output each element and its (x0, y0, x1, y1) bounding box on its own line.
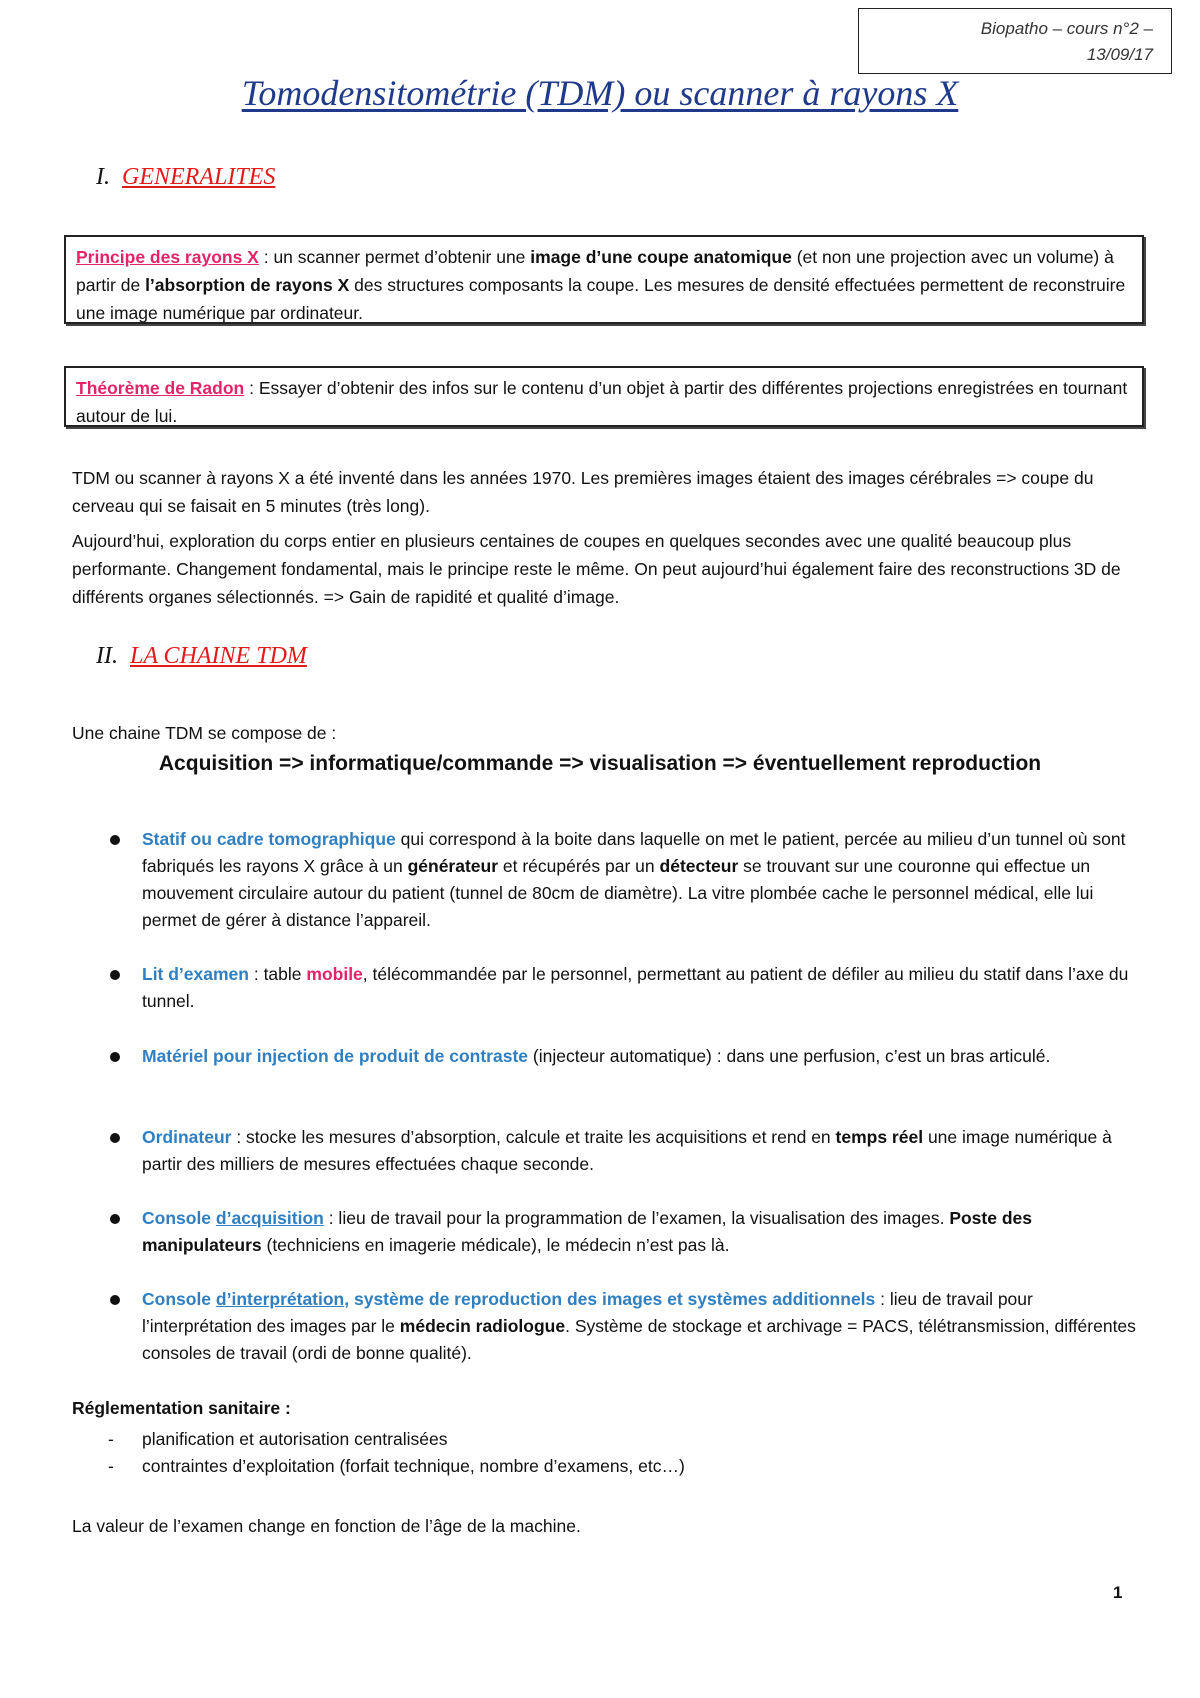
console-acq-text-1: : lieu de travail pour la programmation de l’examen, la visualisation des images. (323, 1208, 950, 1228)
statif-bold-2: détecteur (659, 856, 739, 876)
radon-box (64, 366, 1144, 427)
bullet-icon (110, 1214, 120, 1224)
principle-text-3: des structures composants la coupe. Les mesures de densité effectuées permettent de reconstruire une image numérique par ordinateur. (76, 275, 1126, 323)
dash-marker: - (108, 1456, 114, 1476)
console-int-text-1: : lieu de travail pour l’interprétation des images par le (142, 1289, 1033, 1336)
bullet-console-interpretation (142, 1286, 1142, 1367)
chain-formula: Acquisition => informatique/commande => visualisation => éventuellement reproduction (158, 752, 1042, 775)
lit-text-2: , télécommandée par le personnel, permettant au patient de défiler au milieu du statif dans l’axe du tunnel. (142, 964, 1129, 1011)
closing-paragraph: La valeur de l’examen change en fonction de l’âge de la machine. (72, 1516, 581, 1536)
materiel-label: Matériel pour injection de produit de contraste (142, 1046, 529, 1066)
reglementation-item: planification et autorisation centralisées (142, 1429, 448, 1449)
bullet-ordinateur (142, 1124, 1142, 1178)
ordinateur-text-2: une image numérique à partir des milliers de mesures effectuées chaque seconde. (142, 1127, 1112, 1174)
console-int-bold: médecin radiologue (399, 1316, 566, 1336)
page-title: Tomodensitométrie (TDM) ou scanner à rayons X (241, 73, 959, 113)
ordinateur-label: Ordinateur (142, 1127, 232, 1147)
header-box (858, 8, 1172, 74)
statif-text-3: se trouvant sur une couronne qui effectue un mouvement circulaire autour du patient (tunnel de 80cm de diamètre). La vitre plombée cache le personnel médical, elle lui permet de gérer à distance l’appareil. (142, 856, 1094, 930)
console-int-label-1: Console (142, 1289, 216, 1309)
radon-text: : Essayer d’obtenir des infos sur le contenu d’un objet à partir des différentes projections enregistrées en tournant autour de lui. (76, 378, 1128, 426)
header-course: Biopatho – cours n°2 – (980, 19, 1153, 38)
bullet-icon (110, 1295, 120, 1305)
lit-mobile: mobile (306, 964, 363, 984)
section-1-number: I. (96, 164, 110, 190)
section-2-title: LA CHAINE TDM (129, 643, 307, 669)
ordinateur-text-1: : stocke les mesures d’absorption, calcule et traite les acquisitions et rend en (231, 1127, 836, 1147)
principle-bold-2: l’absorption de rayons X (145, 275, 350, 295)
materiel-text: (injecteur automatique) : dans une perfusion, c’est un bras articulé. (528, 1046, 1051, 1066)
principle-box (64, 235, 1144, 324)
bullet-statif (142, 826, 1142, 934)
principle-bold-1: image d’une coupe anatomique (530, 247, 792, 267)
page-number: 1 (1113, 1583, 1123, 1602)
bullet-materiel (142, 1043, 1142, 1070)
history-paragraph: TDM ou scanner à rayons X a été inventé dans les années 1970. Les premières images étaient des images cérébrales => coupe du cerveau qui se faisait en 5 minutes (très long). (72, 468, 1094, 516)
principle-text-2: (et non une projection avec un volume) à partir de (76, 247, 1114, 295)
console-acq-label-1: Console (142, 1208, 216, 1228)
bullet-icon (110, 970, 120, 980)
section-2-number: II. (96, 643, 118, 669)
lit-text-1: : table (248, 964, 307, 984)
section-2-heading (96, 643, 307, 670)
reglementation-heading: Réglementation sanitaire : (72, 1398, 291, 1418)
statif-text-1: qui correspond à la boite dans laquelle on met le patient, percée au milieu d’un tunnel où sont fabriqués les rayons X grâce à un (142, 829, 1126, 876)
reglementation-item: contraintes d’exploitation (forfait technique, nombre d’examens, etc…) (142, 1456, 685, 1476)
principle-label: Principe des rayons X (76, 247, 259, 267)
section-1-heading (96, 164, 275, 191)
console-int-label-3: , système de reproduction des images et systèmes additionnels (344, 1289, 876, 1309)
statif-bold-1: générateur (407, 856, 499, 876)
console-acq-text-2: (techniciens en imagerie médicale), le médecin n’est pas là. (261, 1235, 730, 1255)
ordinateur-bold: temps réel (835, 1127, 924, 1147)
header-date: 13/09/17 (1086, 45, 1153, 64)
console-int-text-2: . Système de stockage et archivage = PACS, télétransmission, différentes consoles de travail (ordi de bonne qualité). (142, 1316, 1136, 1363)
bullet-lit (142, 961, 1142, 1015)
dash-marker: - (108, 1429, 114, 1449)
chain-intro: Une chaine TDM se compose de : (72, 723, 337, 743)
statif-text-2: et récupérés par un (498, 856, 660, 876)
today-paragraph: Aujourd’hui, exploration du corps entier en plusieurs centaines de coupes en quelques secondes avec une qualité beaucoup plus performante. Changement fondamental, mais le principe reste le même. On peut aujourd’hui également faire des reconstructions 3D de différents organes sélectionnés. => Gain de rapidité et qualité d’image. (72, 531, 1121, 607)
bullet-icon (110, 1052, 120, 1062)
radon-label: Théorème de Radon (76, 378, 245, 398)
console-acq-label-2: d’acquisition (215, 1208, 324, 1228)
bullet-console-acquisition (142, 1205, 1142, 1259)
statif-label: Statif ou cadre tomographique (142, 829, 396, 849)
console-int-label-2: d’interprétation (215, 1289, 345, 1309)
section-1-title: GENERALITES (122, 164, 276, 190)
principle-text-1: : un scanner permet d’obtenir une (258, 247, 531, 267)
console-acq-bold: Poste des manipulateurs (142, 1208, 1032, 1255)
bullet-icon (110, 1133, 120, 1143)
bullet-icon (110, 835, 120, 845)
lit-label: Lit d’examen (142, 964, 249, 984)
